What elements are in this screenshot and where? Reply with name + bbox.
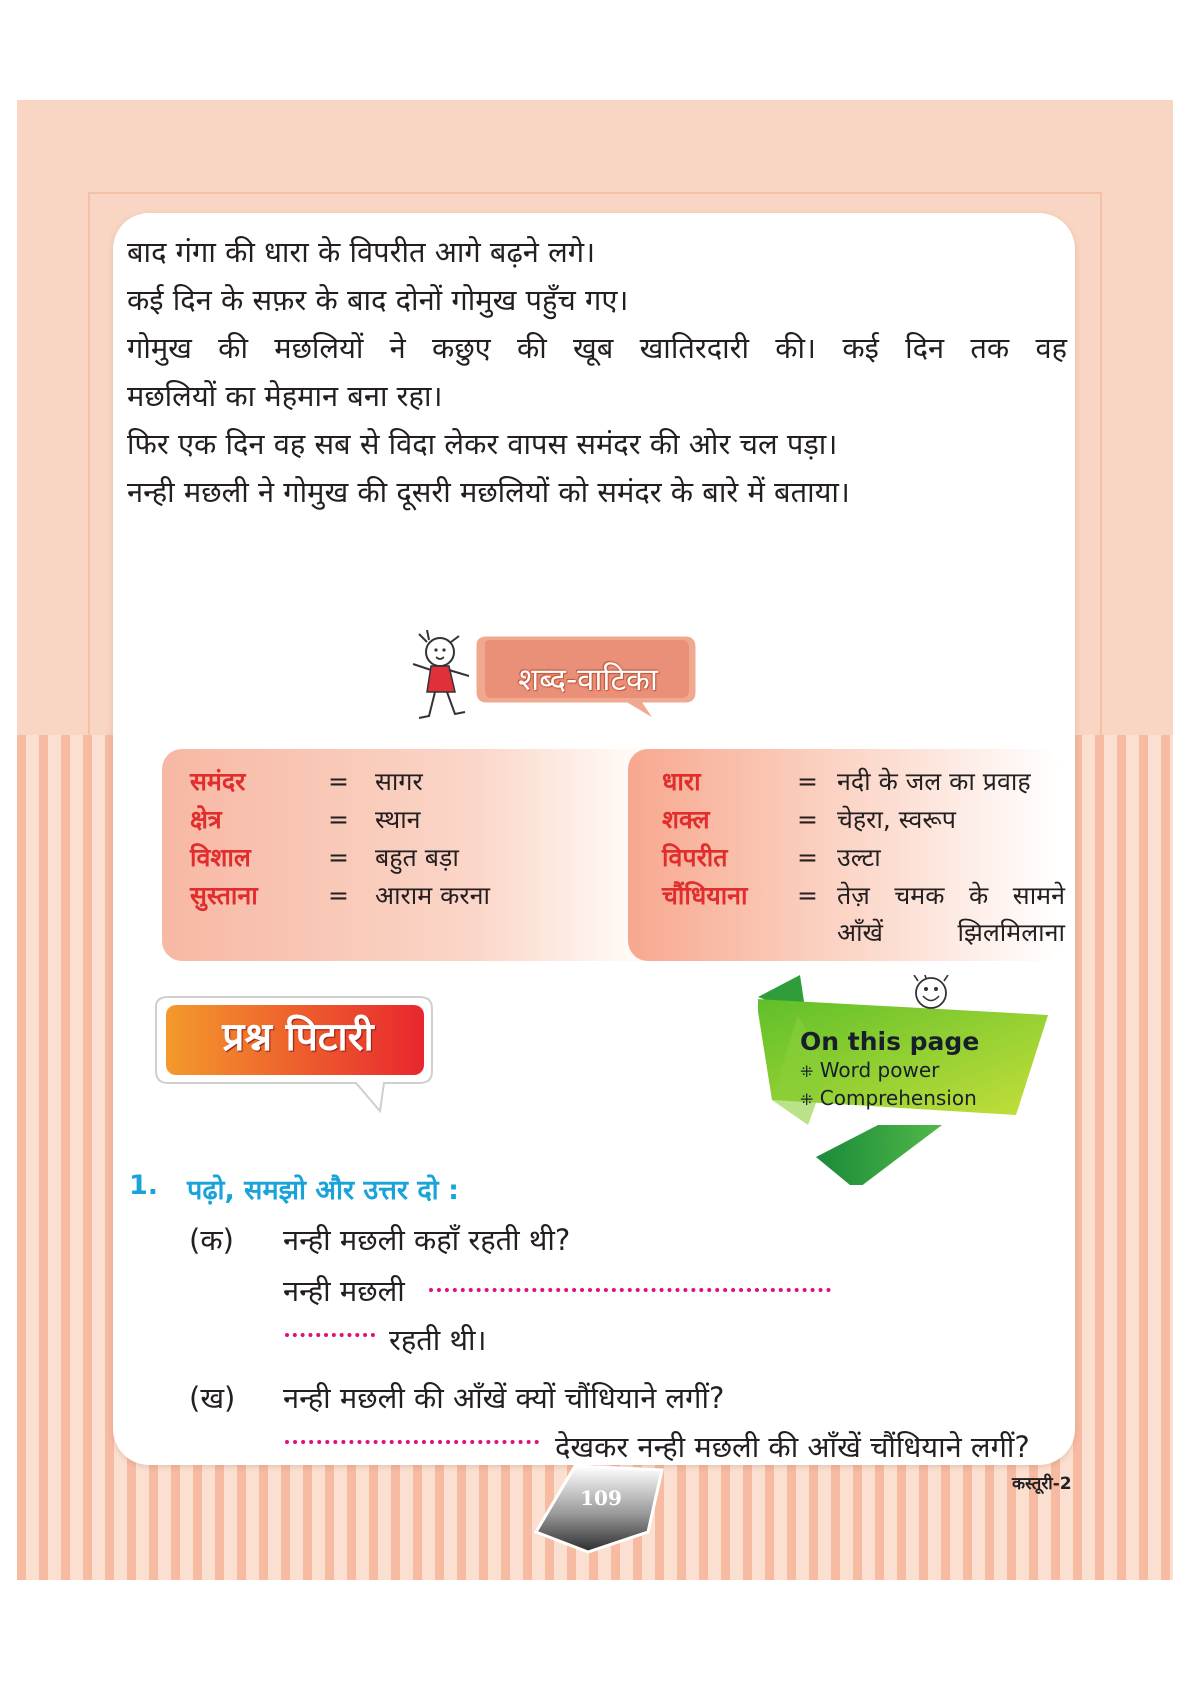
story-line: गोमुख की मछलियों ने कछुए की खूब खातिरदारी की। कई दिन तक वह	[127, 331, 1067, 365]
word-term: विपरीत	[662, 843, 728, 872]
on-this-page-item-label: Comprehension	[819, 1086, 977, 1110]
word-meaning: उल्टा	[837, 843, 881, 872]
word-meaning: बहुत बड़ा	[375, 843, 459, 872]
word-meaning: तेज़ चमक के सामने आँखें झिलमिलाना	[837, 881, 1065, 947]
equals-sign: =	[328, 881, 349, 910]
word-garden-title: शब्द-वाटिका	[518, 662, 658, 698]
word-term: क्षेत्र	[190, 805, 222, 834]
equals-sign: =	[328, 843, 349, 872]
word-meaning: नदी के जल का प्रवाह	[837, 767, 1031, 796]
equals-sign: =	[328, 767, 349, 796]
answer-blank[interactable]	[429, 1288, 831, 1292]
word-meaning: सागर	[375, 767, 423, 796]
story-line: मछलियों का मेहमान बना रहा।	[127, 379, 443, 413]
on-this-page-heading: On this page	[800, 1027, 980, 1056]
equals-sign: =	[797, 843, 818, 872]
book-name: कस्तूरी-2	[1012, 1474, 1072, 1494]
equals-sign: =	[328, 805, 349, 834]
on-this-page-item-label: Word power	[819, 1058, 940, 1082]
word-row	[190, 801, 620, 839]
word-row	[662, 877, 1065, 957]
word-row	[190, 839, 620, 877]
on-this-page-panel	[800, 1027, 979, 1113]
story-line: बाद गंगा की धारा के विपरीत आगे बढ़ने लगे।	[127, 235, 596, 269]
word-meaning: चेहरा, स्वरूप	[837, 805, 956, 834]
word-term: धारा	[662, 767, 701, 796]
word-row	[190, 877, 620, 915]
equals-sign: =	[797, 881, 818, 910]
bullet-icon: ⁜	[800, 1090, 814, 1109]
question-mark-kha: (ख)	[189, 1381, 236, 1415]
word-row	[662, 839, 1062, 877]
page-number: 109	[580, 1486, 622, 1510]
word-term: चौंधियाना	[662, 881, 748, 910]
question-number: 1.	[129, 1170, 159, 1201]
word-term: सुस्ताना	[190, 881, 258, 910]
story-line: फिर एक दिन वह सब से विदा लेकर वापस समंदर की ओर चल पड़ा।	[127, 427, 838, 461]
question-text: नन्ही मछली कहाँ रहती थी?	[283, 1223, 571, 1257]
word-meaning: आराम करना	[375, 881, 490, 910]
answer-end-text: देखकर नन्ही मछली की आँखें चौंधियाने लगीं?	[555, 1430, 1030, 1464]
question-mark-ka: (क)	[189, 1223, 234, 1257]
answer-blank[interactable]	[285, 1440, 539, 1444]
question-box-badge	[148, 995, 438, 1115]
word-meaning: स्थान	[375, 805, 421, 834]
question-text: नन्ही मछली की आँखें क्यों चौंधियाने लगीं?	[283, 1381, 725, 1415]
bullet-icon: ⁜	[800, 1062, 814, 1081]
story-line: नन्ही मछली ने गोमुख की दूसरी मछलियों को समंदर के बारे में बताया।	[127, 475, 850, 509]
questions-heading: पढ़ो, समझो और उत्तर दो :	[187, 1175, 459, 1206]
word-list-left	[190, 763, 620, 915]
on-this-page-item	[800, 1057, 979, 1085]
answer-end-text: रहती थी।	[389, 1323, 487, 1357]
word-row	[662, 801, 1062, 839]
equals-sign: =	[797, 805, 818, 834]
word-row	[190, 763, 620, 801]
question-box-title: प्रश्न पिटारी	[222, 1015, 374, 1060]
word-term: शक्ल	[662, 805, 710, 834]
word-term: विशाल	[190, 843, 251, 872]
on-this-page-item	[800, 1085, 979, 1113]
answer-start-text: नन्ही मछली	[283, 1274, 405, 1308]
page-number-shape-icon	[530, 1460, 670, 1560]
word-term: समंदर	[190, 767, 246, 796]
answer-blank[interactable]	[285, 1333, 375, 1337]
word-row	[662, 763, 1062, 801]
story-line: कई दिन के सफ़र के बाद दोनों गोमुख पहुँच गए।	[127, 283, 629, 317]
equals-sign: =	[797, 767, 818, 796]
word-list-right	[662, 763, 1065, 957]
word-garden-heading	[405, 630, 725, 740]
story-text	[127, 228, 1067, 516]
